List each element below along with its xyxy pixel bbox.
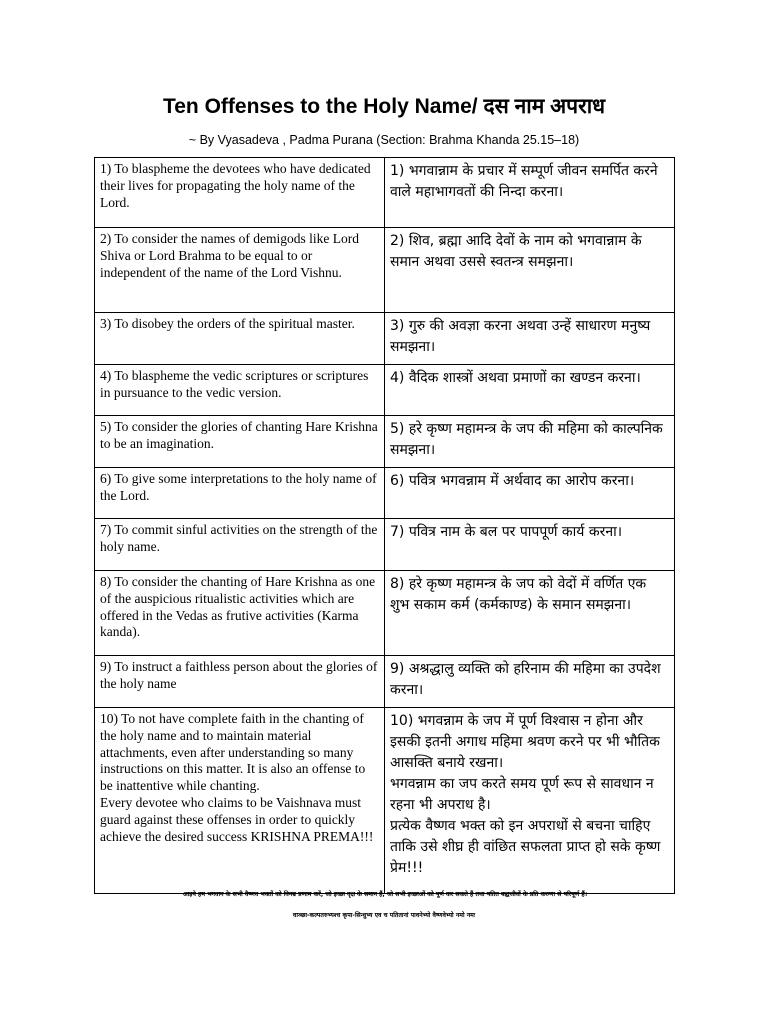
table-row [95, 416, 675, 468]
offense-english-text: 2) To consider the names of demigods like Lord Shiva or Lord Brahma to be equal to or independent of the name of the Lord Vishnu. [100, 231, 359, 280]
page-title: Ten Offenses to the Holy Name/ दस नाम अपराध [162, 95, 606, 118]
english-cell [95, 571, 385, 656]
offense-english-text: 9) To instruct a faithless person about the glories of the holy name [100, 659, 378, 691]
table-row [95, 519, 675, 571]
hindi-cell [385, 519, 675, 571]
offense-english-text: 8) To consider the chanting of Hare Krishna as one of the auspicious ritualistic activities which are offered in the Vedas as frutive activities (Karma kanda). [100, 574, 376, 640]
offense-english-text: 7) To commit sinful activities on the strength of the holy name. [100, 522, 378, 554]
table-row [95, 708, 675, 894]
hindi-cell [385, 158, 675, 228]
offense-hindi-text: 9) अश्रद्धालु व्यक्ति को हरिनाम की महिमा का उपदेश करना। [390, 661, 661, 698]
page-subtitle: ~ By Vyasadeva , Padma Purana (Section: Brahma Khanda 25.15–18) [188, 133, 580, 147]
table-row [95, 228, 675, 313]
english-cell [95, 468, 385, 519]
table-row [95, 158, 675, 228]
table-row [95, 313, 675, 365]
offense-english-text: 10) To not have complete faith in the chanting of the holy name and to maintain material attachments, even after understanding so many instructions on this matter. It is also an offense to be inattentive while chanting. Every devotee who claims to be Vaishnava must guard against these offenses in order to quickly achieve the desired success KRISHNA PREMA!!! [100, 711, 374, 844]
hindi-cell [385, 571, 675, 656]
offense-english-text: 4) To blaspheme the vedic scriptures or scriptures in pursuance to the vedic version. [100, 368, 369, 400]
hindi-cell [385, 365, 675, 416]
table-row [95, 468, 675, 519]
english-cell [95, 416, 385, 468]
offenses-table [94, 157, 675, 894]
offense-english-text: 1) To blaspheme the devotees who have dedicated their lives for propagating the holy name of the Lord. [100, 161, 371, 210]
offense-hindi-text: 2) शिव, ब्रह्मा आदि देवों के नाम को भगवान्नाम के समान अथवा उससे स्वतन्त्र समझना। [390, 233, 642, 270]
english-cell [95, 313, 385, 365]
offense-hindi-text: 7) पवित्र नाम के बल पर पापपूर्ण कार्य करना। [390, 524, 623, 540]
offense-hindi-text: 5) हरे कृष्ण महामन्त्र के जप की महिमा को काल्पनिक समझना। [390, 421, 663, 458]
offense-hindi-text: 8) हरे कृष्ण महामन्त्र के जप को वेदों में वर्णित एक शुभ सकाम कर्म (कर्मकाण्ड) के समान समझना। [390, 576, 647, 613]
footer-prayer-hindi: आइये हम भगवान के सभी वैष्णव भक्तों को विनम्र प्रणाम करें, जो इच्छा वृक्ष के समान हैं, जो सभी इच्छाओं को पूर्ण कर सकते हैं तथा पतित बद्धजीवों के प्रति करुणा से परिपूर्ण हैं। [182, 891, 588, 898]
offense-english-text: 3) To disobey the orders of the spiritual master. [100, 316, 355, 331]
table-row [95, 656, 675, 708]
offense-hindi-text: 4) वैदिक शास्त्रों अथवा प्रमाणों का खण्डन करना। [390, 370, 641, 386]
offense-hindi-text: 10) भगवन्नाम के जप में पूर्ण विश्वास न होना और इसकी इतनी अगाध महिमा श्रवण करने पर भी भौतिक आसक्ति बनाये रखना। भगवन्नाम का जप करते समय पूर्ण रूप से सावधान न रहना भी अपराध है। प्रत्येक वैष्णव भक्त को इन अपराधों से बचना चाहिए ताकि उसे शीघ्र ही वांछित सफलता प्राप्त हो सके कृष्ण प्रेम!!! [390, 713, 661, 876]
offense-english-text: 5) To consider the glories of chanting Hare Krishna to be an imagination. [100, 419, 378, 451]
hindi-cell [385, 313, 675, 365]
hindi-cell [385, 656, 675, 708]
hindi-cell [385, 228, 675, 313]
footer-prayer-sanskrit: वाञ्छा-कल्पतरुभ्यश्च कृपा-सिन्धुभ्य एव च पतितानां पावनेभ्यो वैष्णवेभ्यो नमो नमः [292, 912, 476, 919]
english-cell [95, 519, 385, 571]
offense-english-text: 6) To give some interpretations to the holy name of the Lord. [100, 471, 377, 503]
hindi-cell [385, 708, 675, 894]
english-cell [95, 228, 385, 313]
offense-hindi-text: 1) भगवान्नाम के प्रचार में सम्पूर्ण जीवन समर्पित करने वाले महाभागवतों की निन्दा करना। [390, 163, 658, 200]
english-cell [95, 656, 385, 708]
hindi-cell [385, 468, 675, 519]
table-row [95, 571, 675, 656]
english-cell [95, 365, 385, 416]
offense-hindi-text: 6) पवित्र भगवन्नाम में अर्थवाद का आरोप करना। [390, 473, 635, 489]
offense-hindi-text: 3) गुरु की अवज्ञा करना अथवा उन्हें साधारण मनुष्य समझना। [390, 318, 651, 355]
table-row [95, 365, 675, 416]
english-cell [95, 158, 385, 228]
english-cell [95, 708, 385, 894]
hindi-cell [385, 416, 675, 468]
